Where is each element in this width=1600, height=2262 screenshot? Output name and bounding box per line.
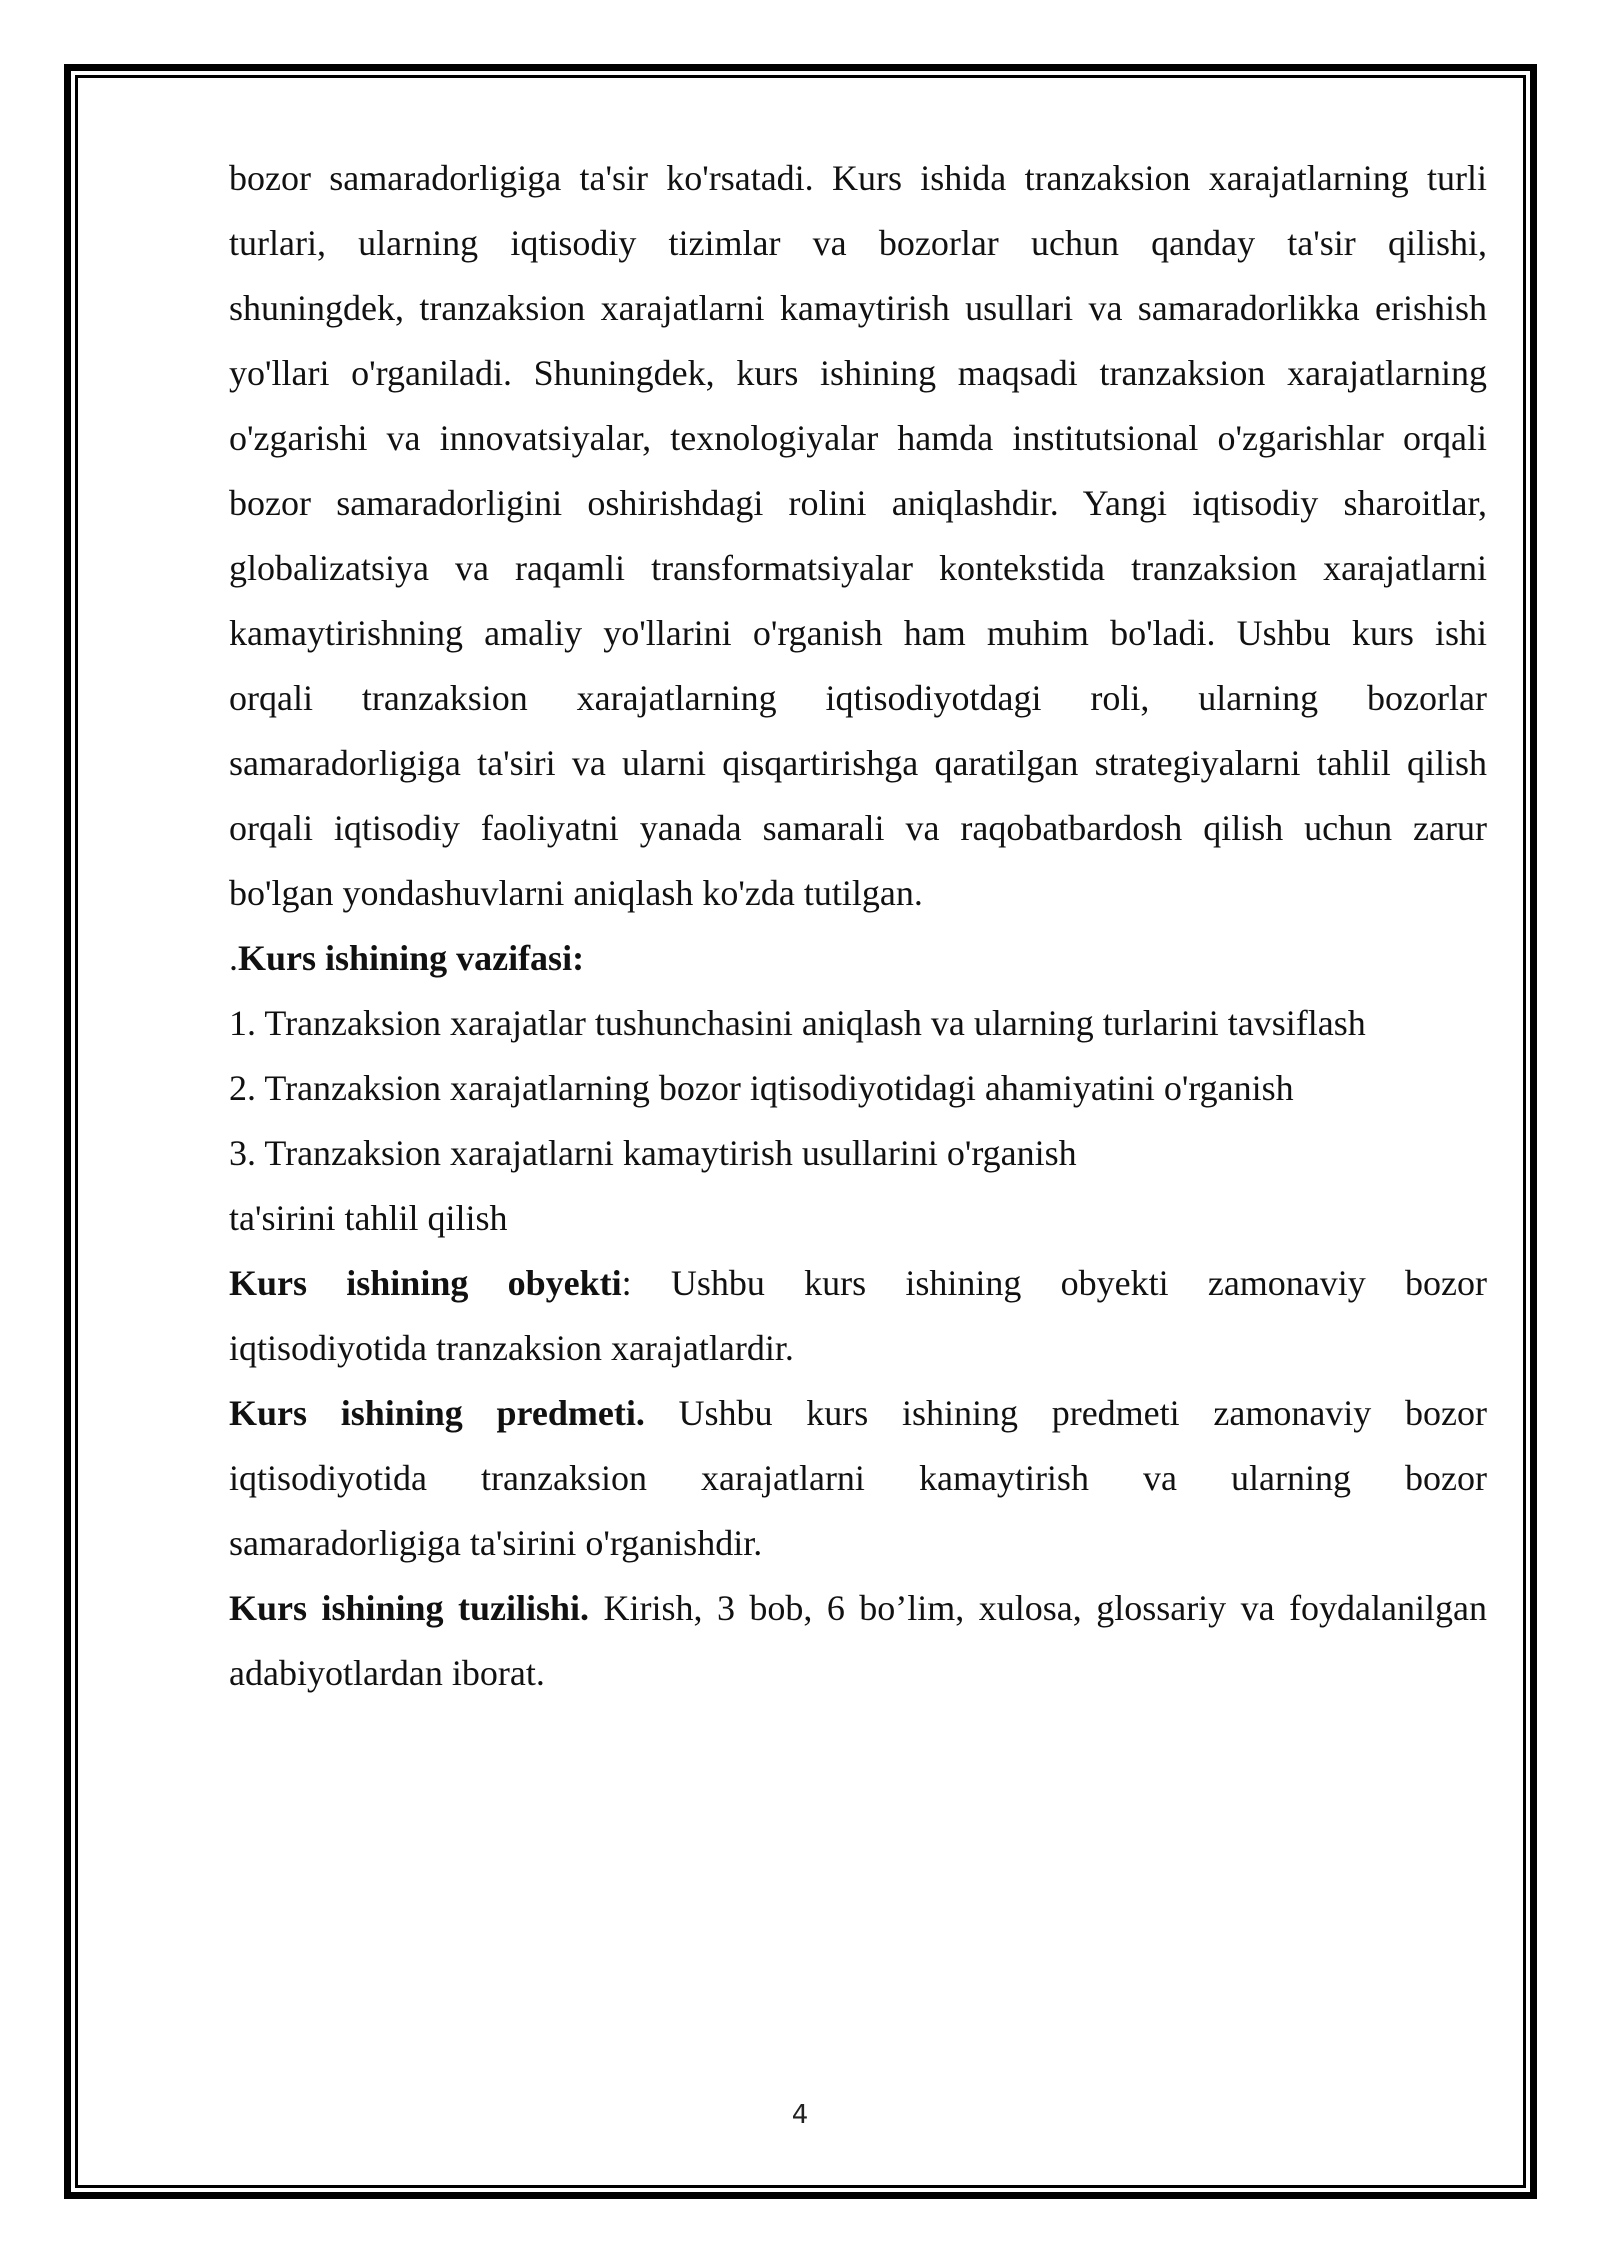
object-section	[229, 1251, 1487, 1381]
intro-line: globalizatsiya va raqamli transformatsiyalar kontekstida tranzaksion xarajatlarni	[229, 548, 1487, 588]
tasks-section	[229, 926, 1487, 1251]
intro-line: shuningdek, tranzaksion xarajatlarni kamaytirish usullari va samaradorlikka erishish	[229, 288, 1487, 328]
intro-line: orqali tranzaksion xarajatlarning iqtisodiyotdagi roli, ularning bozorlar	[229, 678, 1487, 718]
intro-paragraph	[229, 146, 1487, 926]
subject-last-line: samaradorligiga ta'sirini o'rganishdir.	[229, 1523, 763, 1563]
intro-last-line: bo'lgan yondashuvlarni aniqlash ko'zda tutilgan.	[229, 873, 923, 913]
object-text: Ushbu kurs ishining obyekti zamonaviy bozor	[631, 1263, 1487, 1303]
structure-last-line: adabiyotlardan iborat.	[229, 1653, 545, 1693]
object-first-line	[229, 1251, 1487, 1316]
structure-first-line	[229, 1576, 1487, 1641]
tasks-heading: Kurs ishining vazifasi:	[238, 938, 585, 978]
document-body	[229, 146, 1487, 1706]
structure-section	[229, 1576, 1487, 1706]
intro-line: bozor samaradorligiga ta'sir ko'rsatadi. Kurs ishida tranzaksion xarajatlarning turli	[229, 158, 1487, 198]
task-item-continuation: ta'sirini tahlil qilish	[229, 1198, 508, 1238]
task-item: 1. Tranzaksion xarajatlar tushunchasini aniqlash va ularning turlarini tavsiflash	[229, 1003, 1366, 1043]
subject-second-line: iqtisodiyotida tranzaksion xarajatlarni kamaytirish va ularning bozor	[229, 1458, 1487, 1498]
tasks-heading-line	[229, 926, 1487, 991]
intro-line: o'zgarishi va innovatsiyalar, texnologiyalar hamda institutsional o'zgarishlar orqali	[229, 418, 1487, 458]
intro-line: yo'llari o'rganiladi. Shuningdek, kurs ishining maqsadi tranzaksion xarajatlarning	[229, 353, 1487, 393]
intro-line: turlari, ularning iqtisodiy tizimlar va bozorlar uchun qanday ta'sir qilishi,	[229, 223, 1487, 263]
object-label: Kurs ishining obyekti	[229, 1263, 622, 1303]
subject-label: Kurs ishining predmeti.	[229, 1393, 645, 1433]
intro-line: kamaytirishning amaliy yo'llarini o'rganish ham muhim bo'ladi. Ushbu kurs ishi	[229, 613, 1487, 653]
subject-first-line	[229, 1381, 1487, 1446]
structure-text: Kirish, 3 bob, 6 bo’lim, xulosa, glossariy va foydalanilgan	[589, 1588, 1487, 1628]
subject-text: Ushbu kurs ishining predmeti zamonaviy bozor	[644, 1393, 1487, 1433]
task-item: 2. Tranzaksion xarajatlarning bozor iqtisodiyotidagi ahamiyatini o'rganish	[229, 1068, 1294, 1108]
object-separator: :	[621, 1263, 632, 1303]
page-number: 4	[791, 2100, 809, 2130]
intro-line: orqali iqtisodiy faoliyatni yanada samarali va raqobatbardosh qilish uchun zarur	[229, 808, 1487, 848]
tasks-heading-prefix: .	[229, 938, 238, 978]
subject-section	[229, 1381, 1487, 1576]
object-last-line: iqtisodiyotida tranzaksion xarajatlardir.	[229, 1328, 794, 1368]
structure-label: Kurs ishining tuzilishi.	[229, 1588, 590, 1628]
task-item: 3. Tranzaksion xarajatlarni kamaytirish usullarini o'rganish	[229, 1133, 1077, 1173]
intro-line: bozor samaradorligini oshirishdagi rolini aniqlashdir. Yangi iqtisodiy sharoitlar,	[229, 483, 1487, 523]
intro-line: samaradorligiga ta'siri va ularni qisqartirishga qaratilgan strategiyalarni tahlil qilish	[229, 743, 1487, 783]
